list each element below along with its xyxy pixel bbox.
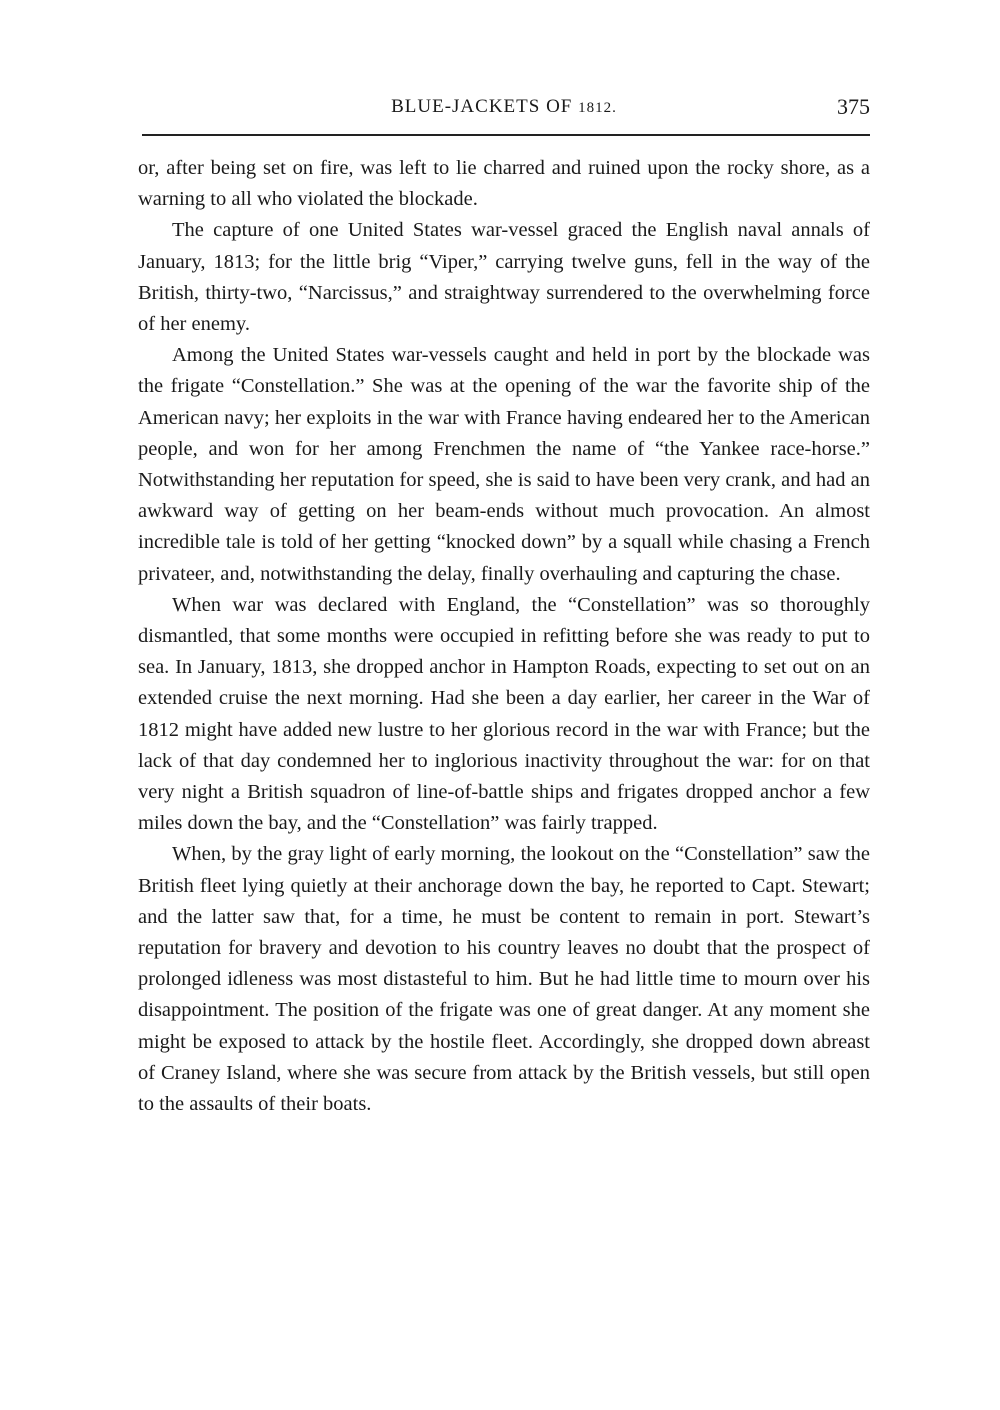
book-page: [138, 92, 870, 1120]
paragraph-constellation-history: Among the United States war-vessels caught and held in port by the blockade was the frigate “Constellation.” She was at the opening of the war the favorite ship of the American navy; her exploits in the war with France having endeared her to the American people, and won for her among Frenchmen the name of “the Yankee race-horse.” Notwithstanding her reputation for speed, she is said to have been very crank, and had an awkward way of getting on her beam-ends without much provocation. An almost incredible tale is told of her getting “knocked down” by a squall while chasing a French privateer, and, notwithstanding the delay, finally overhauling and capturing the chase.: [138, 344, 870, 585]
paragraph-war-declared: When war was declared with England, the “Constellation” was so thoroughly dismantled, that some months were occupied in refitting before she was ready to put to sea. In January, 1813, she dropped anchor in Hampton Roads, expecting to set out on an extended cruise the next morning. Had she been a day earlier, her career in the War of 1812 might have added new lustre to her glorious record in the war with France; but the lack of that day condemned her to inglorious inactivity throughout the war: for on that very night a British squadron of line-of-battle ships and frigates dropped anchor a few miles down the bay, and the “Constellation” was fairly trapped.: [138, 593, 870, 835]
header-rule: [142, 134, 870, 136]
running-head: [138, 92, 870, 128]
paragraph-continued: or, after being set on fire, was left to lie charred and ruined upon the rocky shore, as a warning to all who violated the blockade.: [138, 157, 870, 211]
paragraph-viper-capture: The capture of one United States war-vessel graced the English naval annals of January, 1813; for the little brig “Viper,” carrying twelve guns, fell in the way of the British, thirty-two, “Narcissus,” and straightway surrendered to the overwhelming force of her enemy.: [138, 219, 870, 336]
running-head-text: BLUE-JACKETS OF: [391, 96, 573, 117]
paragraph-british-fleet: When, by the gray light of early morning, the lookout on the “Constellation” saw the British fleet lying quietly at their anchorage down the bay, he reported to Capt. Stewart; and the latter saw that, for a time, he must be content to remain in port. Stewart’s reputation for bravery and devotion to his country leaves no doubt that the prospect of prolonged idleness was most distasteful to him. But he had little time to mourn over his disappointment. The position of the frigate was one of great danger. At any moment she might be exposed to attack by the hostile fleet. Accordingly, she dropped down abreast of Craney Island, where she was secure from attack by the British vessels, but still open to the assaults of their boats.: [138, 843, 870, 1116]
body-text: [138, 153, 870, 1120]
running-head-title: [138, 96, 870, 118]
running-head-year: 1812.: [578, 100, 617, 116]
page-number: 375: [837, 94, 870, 119]
